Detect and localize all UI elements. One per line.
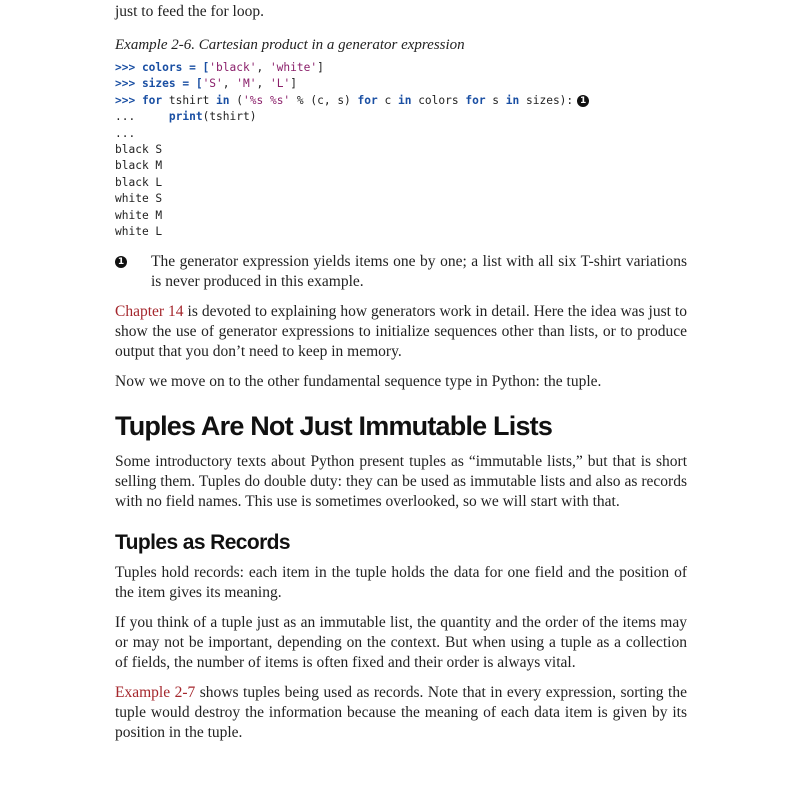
code-line <box>115 158 687 174</box>
code-token: ( <box>229 93 244 107</box>
code-token: ... <box>115 110 169 124</box>
code-token: >>> colors = [ <box>115 61 210 74</box>
code-token: c <box>377 93 398 107</box>
code-line <box>115 93 687 109</box>
code-token: 'L' <box>269 77 291 91</box>
code-token: 'S' <box>202 77 223 91</box>
tuples-intro-paragraph: Some introductory texts about Python present tuples as “immutable lists,” but that is short selling them. Tuples do double duty: they can be used as immutable lists and also as records with no field names. This use is sometimes overlooked, so we will start with that. <box>115 453 687 511</box>
code-token: sizes): <box>519 93 574 107</box>
code-line <box>115 224 687 240</box>
code-token: ... <box>115 126 136 140</box>
chapter14-text: is devoted to explaining how generators work in detail. Here the idea was just to show the use of generator expressions to initialize sequences other than lists, or to produce output that you don’t need to keep in memory. <box>115 303 687 361</box>
code-token: for <box>465 93 486 107</box>
code-line <box>115 175 687 191</box>
code-token: , <box>256 77 270 91</box>
code-token: (tshirt) <box>202 110 257 124</box>
subsection-title: Tuples as Records <box>115 531 290 555</box>
code-listing <box>115 60 687 240</box>
example27-paragraph <box>115 683 687 743</box>
code-token: tshirt <box>162 93 217 107</box>
chapter14-link[interactable]: Chapter 14 <box>115 303 184 321</box>
callout-note-text: The generator expression yields items one by one; a list with all six T-shirt variations is never produced in this example. <box>151 253 687 291</box>
code-token: ] <box>317 61 324 74</box>
code-token: ] <box>290 77 297 91</box>
code-token: >>> sizes = [ <box>115 77 203 91</box>
code-token: white S <box>115 192 163 206</box>
move-on-paragraph: Now we move on to the other fundamental sequence type in Python: the tuple. <box>115 373 602 391</box>
callout-note <box>115 252 687 292</box>
code-token: , <box>256 61 270 74</box>
code-token: >>> for <box>115 93 163 107</box>
code-token: colors <box>411 93 466 107</box>
page-content <box>115 0 687 743</box>
example27-link[interactable]: Example 2-7 <box>115 684 196 702</box>
intro-tail-paragraph: just to feed the for loop. <box>115 3 264 20</box>
callout-marker-icon: 1 <box>115 256 127 268</box>
code-line <box>115 76 687 92</box>
code-token: black M <box>115 159 163 173</box>
code-line <box>115 109 687 125</box>
code-line <box>115 208 687 224</box>
code-line <box>115 142 687 158</box>
example27-text: shows tuples being used as records. Note that in every expression, sorting the tuple would destroy the information because the meaning of each data item is given by its position in the tuple. <box>115 684 687 742</box>
code-token: s <box>485 93 506 107</box>
code-token: in <box>216 93 230 107</box>
callout-marker-icon: 1 <box>577 95 589 107</box>
chapter14-paragraph <box>115 302 687 362</box>
code-token: 'black' <box>209 61 257 74</box>
code-line <box>115 126 687 142</box>
code-token: black S <box>115 142 163 156</box>
code-token: '%s %s' <box>243 93 291 107</box>
code-token: 'M' <box>236 77 257 91</box>
records-paragraph: Tuples hold records: each item in the tuple holds the data for one field and the position of the item gives its meaning. <box>115 564 687 602</box>
example-caption: Example 2-6. Cartesian product in a generator expression <box>115 37 465 53</box>
code-token: , <box>222 77 237 91</box>
code-token: 'white' <box>269 61 318 74</box>
code-token: white M <box>115 208 163 222</box>
code-token: print <box>168 110 203 124</box>
code-token: % (c, s) <box>290 93 358 107</box>
code-line <box>115 60 687 76</box>
code-token: in <box>397 93 412 107</box>
code-token: for <box>357 93 378 107</box>
immutable-list-paragraph: If you think of a tuple just as an immutable list, the quantity and the order of the items may or may not be important, depending on the context. But when using a tuple as a collection of fields, the number of items is often fixed and their order is always vital. <box>115 614 687 672</box>
code-line <box>115 191 687 207</box>
code-token: black L <box>115 175 163 189</box>
code-token: in <box>505 93 520 107</box>
section-title: Tuples Are Not Just Immutable Lists <box>115 411 553 442</box>
code-token: white L <box>115 224 163 238</box>
